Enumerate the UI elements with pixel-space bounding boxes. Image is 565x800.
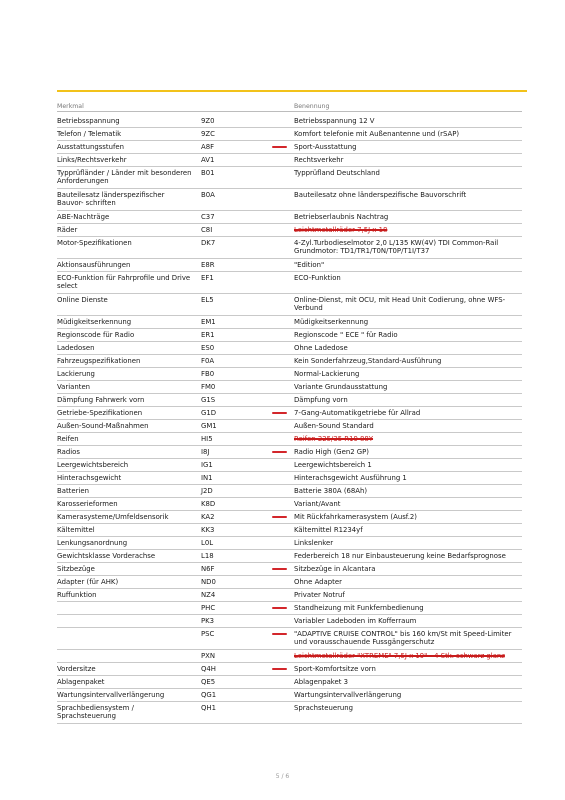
merkmal-cell: ECO-Funktion für Fahrprofile und Drive select (57, 274, 191, 290)
code-cell: N6F (201, 565, 215, 573)
merkmal-cell: Müdigkeitserkennung (57, 318, 132, 326)
benennung-cell: "ADAPTIVE CRUISE CONTROL" bis 160 km/St mit Speed-Limiter und vorausschauende Fussgängerschutz (294, 630, 512, 646)
table-row (57, 433, 522, 446)
merkmal-cell: Reifen (57, 435, 79, 443)
table-row (57, 329, 522, 342)
merkmal-cell: Karosserieformen (57, 500, 118, 508)
table-row (57, 628, 522, 650)
merkmal-cell: Typprüfländer / Länder mit besonderen Anforderungen (57, 169, 192, 185)
code-cell: F0A (201, 357, 215, 365)
code-cell: EM1 (201, 318, 216, 326)
merkmal-cell: Ladedosen (57, 344, 95, 352)
code-cell: E8R (201, 261, 215, 269)
benennung-cell: "Edition" (294, 261, 325, 269)
red-marker-dash (272, 146, 287, 148)
benennung-cell: Dämpfung vorn (294, 396, 348, 404)
table-row (57, 381, 522, 394)
code-cell: C8I (201, 226, 213, 234)
code-cell: HI5 (201, 435, 213, 443)
table-row (57, 272, 522, 294)
merkmal-cell: Kältemittel (57, 526, 95, 534)
benennung-cell: Variante Grundausstattung (294, 383, 388, 391)
benennung-cell: Radio High (Gen2 GP) (294, 448, 369, 456)
benennung-cell: Hinterachsgewicht Ausführung 1 (294, 474, 407, 482)
benennung-cell: 4-Zyl.Turbodieselmotor 2,0 L/135 KW(4V) TDI Common-Rail Grundmotor: TD1/TR1/T0N/T0P/T1I/T37 (294, 239, 499, 255)
code-cell: 9ZC (201, 130, 215, 138)
merkmal-cell: Telefon / Telematik (57, 130, 122, 138)
merkmal-cell: Online Dienste (57, 296, 108, 304)
table-row (57, 472, 522, 485)
code-cell: L18 (201, 552, 214, 560)
code-cell: QE5 (201, 678, 216, 686)
merkmal-cell: Leergewichtsbereich (57, 461, 129, 469)
red-marker-dash (272, 668, 287, 670)
table-row (57, 563, 522, 576)
benennung-cell: Ohne Adapter (294, 578, 342, 586)
code-cell: PK3 (201, 617, 215, 625)
table-row (57, 154, 522, 167)
benennung-cell: Privater Notruf (294, 591, 345, 599)
code-cell: NZ4 (201, 591, 216, 599)
merkmal-cell: Regionscode für Radio (57, 331, 135, 339)
table-row (57, 141, 522, 154)
table-row (57, 702, 522, 724)
table-row (57, 224, 522, 237)
table-row (57, 407, 522, 420)
benennung-cell: Sprachsteuerung (294, 704, 354, 712)
table-row (57, 676, 522, 689)
benennung-cell: Komfort telefonie mit Außenantenne und (rSAP) (294, 130, 460, 138)
merkmal-cell: Lenkungsanordnung (57, 539, 128, 547)
benennung-cell: Online-Dienst, mit OCU, mit Head Unit Codierung, ohne WFS-Verbund (294, 296, 506, 312)
table-row (57, 394, 522, 407)
benennung-cell: Batterie 380A (68Ah) (294, 487, 368, 495)
merkmal-cell: Radios (57, 448, 80, 456)
benennung-cell: 7-Gang-Automatikgetriebe für Allrad (294, 409, 421, 417)
table-row (57, 511, 522, 524)
merkmal-cell: Sitzbezüge (57, 565, 95, 573)
code-cell: 9Z0 (201, 117, 215, 125)
merkmal-cell: Ablagenpaket (57, 678, 105, 686)
table-row (57, 589, 522, 602)
red-marker-dash (272, 568, 287, 570)
equipment-table (57, 115, 522, 724)
code-cell: ND0 (201, 578, 216, 586)
code-cell: IG1 (201, 461, 213, 469)
benennung-cell: Variant/Avant (294, 500, 341, 508)
table-row (57, 237, 522, 259)
table-row (57, 689, 522, 702)
benennung-cell: Betriebsspannung 12 V (294, 117, 375, 125)
code-cell: ES0 (201, 344, 215, 352)
red-marker-dash (272, 451, 287, 453)
table-row (57, 459, 522, 472)
benennung-cell: Sport-Komfortsitze vorn (294, 665, 376, 673)
benennung-cell: Standheizung mit Funkfernbedienung (294, 604, 424, 612)
benennung-cell: Betriebserlaubnis Nachtrag (294, 213, 389, 221)
benennung-cell: Federbereich 18 nur Einbausteuerung keine Bedarfsprognose (294, 552, 506, 560)
table-row (57, 576, 522, 589)
table-row (57, 355, 522, 368)
merkmal-cell: Aktionsausführungen (57, 261, 131, 269)
merkmal-cell: Betriebsspannung (57, 117, 120, 125)
red-marker-dash (272, 412, 287, 414)
benennung-cell: Leichtmetallräder "XTREME" 7,5J x 19" - 4 Stk. schwarz glanz (294, 652, 505, 660)
merkmal-cell: Varianten (57, 383, 91, 391)
benennung-cell: Reifen 225/35 R19 88Y (294, 435, 374, 443)
table-row (57, 550, 522, 563)
code-cell: DK7 (201, 239, 216, 247)
merkmal-cell: Ausstattungsstufen (57, 143, 124, 151)
merkmal-cell: Sprachbediensystem / Sprachsteuerung (57, 704, 134, 720)
code-cell: ER1 (201, 331, 215, 339)
table-row (57, 602, 522, 615)
benennung-cell: Variabler Ladeboden im Kofferraum (294, 617, 417, 625)
table-row (57, 485, 522, 498)
merkmal-cell: Lackierung (57, 370, 95, 378)
benennung-cell: Normal-Lackierung (294, 370, 360, 378)
code-cell: AV1 (201, 156, 215, 164)
benennung-cell: Kein Sonderfahrzeug,Standard-Ausführung (294, 357, 442, 365)
benennung-cell: ECO-Funktion (294, 274, 341, 282)
red-marker-dash (272, 516, 287, 518)
code-cell: A8F (201, 143, 215, 151)
merkmal-cell: Kamerasysteme/Umfeldsensorik (57, 513, 169, 521)
code-cell: PSC (201, 630, 215, 638)
code-cell: L0L (201, 539, 214, 547)
table-row (57, 167, 522, 189)
benennung-cell: Leichtmetallräder 7,5J x 18 (294, 226, 388, 234)
benennung-cell: Sitzbezüge in Alcantara (294, 565, 376, 573)
red-marker-dash (272, 607, 287, 609)
benennung-cell: Sport-Ausstattung (294, 143, 357, 151)
table-row (57, 189, 522, 211)
benennung-cell: Mit Rückfahrkamerasystem (Ausf.2) (294, 513, 417, 521)
code-cell: EL5 (201, 296, 214, 304)
code-cell: QG1 (201, 691, 217, 699)
code-cell: G1S (201, 396, 216, 404)
merkmal-cell: Adapter (für AHK) (57, 578, 119, 586)
code-cell: G1D (201, 409, 217, 417)
code-cell: FM0 (201, 383, 216, 391)
table-row (57, 615, 522, 628)
page-number: 5 / 6 (275, 773, 290, 780)
table-row (57, 498, 522, 511)
merkmal-cell: Motor-Spezifikationen (57, 239, 132, 247)
code-cell: QH1 (201, 704, 216, 712)
red-marker-dash (272, 633, 287, 635)
table-row (57, 294, 522, 316)
merkmal-cell: Hinterachsgewicht (57, 474, 122, 482)
code-cell: KK3 (201, 526, 215, 534)
code-cell: FB0 (201, 370, 215, 378)
table-row (57, 537, 522, 550)
table-row (57, 259, 522, 272)
code-cell: C37 (201, 213, 215, 221)
table-row (57, 128, 522, 141)
table-row (57, 211, 522, 224)
table-row (57, 342, 522, 355)
benennung-cell: Leergewichtsbereich 1 (294, 461, 372, 469)
benennung-cell: Kältemittel R1234yf (294, 526, 363, 534)
benennung-cell: Linkslenker (294, 539, 334, 547)
code-cell: Q4H (201, 665, 216, 673)
table-row (57, 650, 522, 663)
code-cell: KA2 (201, 513, 215, 521)
table-row (57, 524, 522, 537)
merkmal-cell: Batterien (57, 487, 89, 495)
code-cell: I8J (201, 448, 210, 456)
code-cell: GM1 (201, 422, 217, 430)
merkmal-cell: Außen-Sound-Maßnahmen (57, 422, 149, 430)
table-row (57, 663, 522, 676)
code-cell: IN1 (201, 474, 213, 482)
benennung-cell: Wartungsintervallverlängerung (294, 691, 402, 699)
accent-rule (57, 90, 527, 92)
table-row (57, 316, 522, 329)
merkmal-cell: Dämpfung Fahrwerk vorn (57, 396, 145, 404)
benennung-cell: Müdigkeitserkennung (294, 318, 369, 326)
merkmal-cell: Bauteilesatz länderspezifischer Bauvor- schriften (57, 191, 165, 207)
code-cell: PXN (201, 652, 216, 660)
merkmal-cell: Wartungsintervallverlängerung (57, 691, 165, 699)
column-header-benennung: Benennung (294, 103, 330, 110)
code-cell: B0A (201, 191, 215, 199)
merkmal-cell: Gewichtsklasse Vorderachse (57, 552, 156, 560)
merkmal-cell: Ruffunktion (57, 591, 97, 599)
benennung-cell: Rechtsverkehr (294, 156, 344, 164)
code-cell: B01 (201, 169, 215, 177)
table-row (57, 368, 522, 381)
table-row (57, 446, 522, 459)
merkmal-cell: ABE-Nachträge (57, 213, 110, 221)
benennung-cell: Ablagenpaket 3 (294, 678, 349, 686)
code-cell: PHC (201, 604, 216, 612)
benennung-cell: Ohne Ladedose (294, 344, 348, 352)
code-cell: K8D (201, 500, 216, 508)
merkmal-cell: Vordersitze (57, 665, 96, 673)
benennung-cell: Typprüfland Deutschland (294, 169, 380, 177)
merkmal-cell: Links/Rechtsverkehr (57, 156, 127, 164)
column-header-merkmal: Merkmal (57, 103, 84, 110)
benennung-cell: Bauteilesatz ohne länderspezifische Bauvorschrift (294, 191, 467, 199)
merkmal-cell: Räder (57, 226, 78, 234)
table-row (57, 420, 522, 433)
benennung-cell: Regionscode " ECE " für Radio (294, 331, 398, 339)
header-divider (57, 111, 522, 112)
table-row (57, 115, 522, 128)
benennung-cell: Außen-Sound Standard (294, 422, 374, 430)
code-cell: EF1 (201, 274, 214, 282)
merkmal-cell: Fahrzeugspezifikationen (57, 357, 141, 365)
code-cell: J2D (201, 487, 213, 495)
merkmal-cell: Getriebe-Spezifikationen (57, 409, 143, 417)
